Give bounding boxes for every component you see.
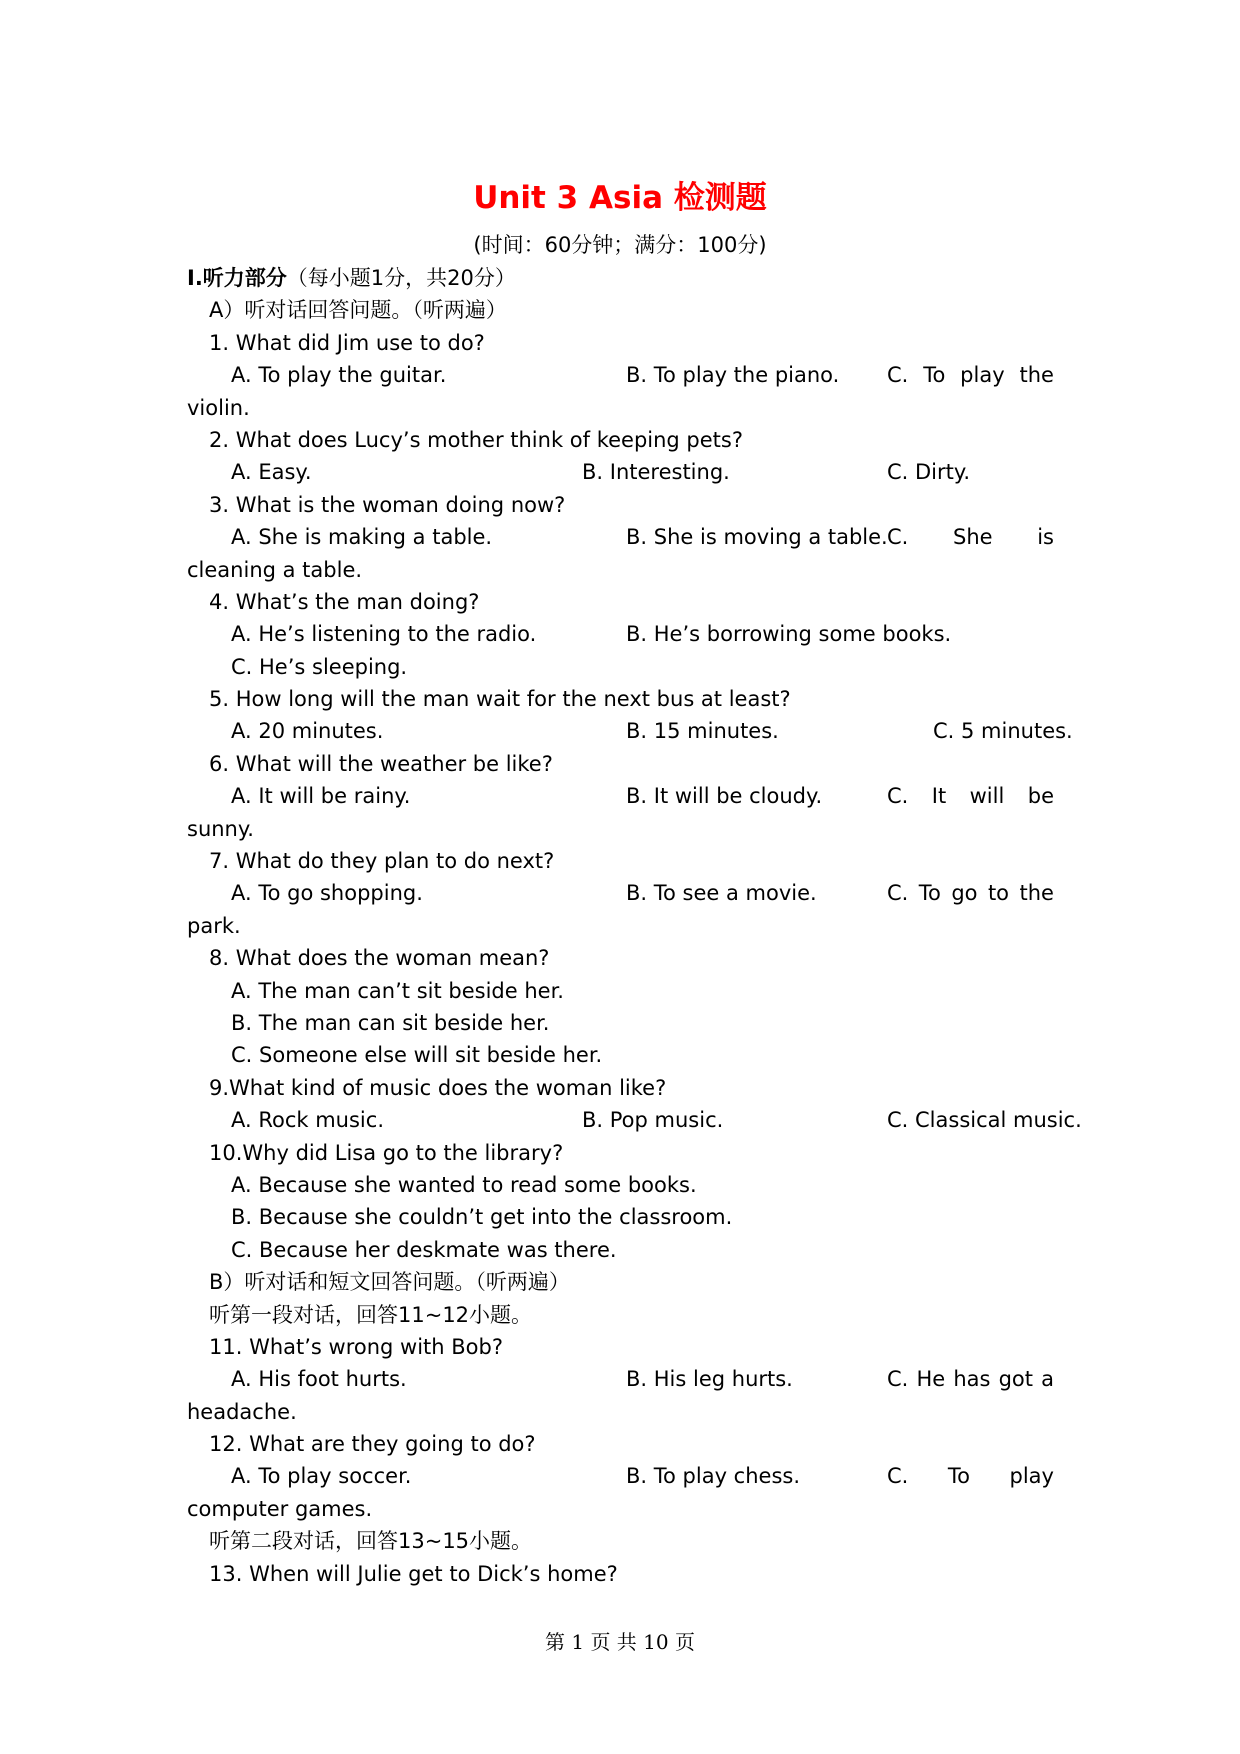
option-b: B. Interesting. (582, 460, 730, 485)
word: be (1027, 784, 1054, 809)
question-5: 5. How long will the man wait for the next bus at least? (209, 687, 791, 712)
option-a: A. Easy. (231, 460, 312, 485)
option-b: B. The man can sit beside her. (231, 1010, 550, 1035)
word: To (923, 363, 946, 388)
section-label: Ⅰ.听力部分 (187, 266, 287, 290)
question-8: 8. What does the woman mean? (209, 946, 550, 971)
section-heading (187, 262, 1054, 294)
part-b-instruction: B）听对话和短文回答问题。（听两遍） (209, 1270, 570, 1295)
option-c (887, 521, 1054, 553)
page-title: Unit 3 Asia 检测题 (473, 180, 767, 216)
question-2-options (187, 456, 1054, 488)
option-a: A. His foot hurts. (231, 1367, 407, 1392)
question-11-options (187, 1363, 1054, 1395)
option-c: C. Dirty. (887, 460, 970, 485)
word: He (916, 1367, 946, 1392)
question-10: 10.Why did Lisa go to the library? (209, 1140, 564, 1165)
option-b: B. Because she couldn’t get into the classroom. (231, 1205, 733, 1230)
question-7: 7. What do they plan to do next? (209, 849, 555, 874)
word: C. (887, 525, 909, 550)
option-a: A. To play the guitar. (231, 363, 447, 388)
word: got (998, 1367, 1033, 1392)
option-c: C. Classical music. (887, 1108, 1082, 1133)
word: has (953, 1367, 991, 1392)
option-c (887, 780, 1054, 812)
option-a: A. He’s listening to the radio. (231, 622, 537, 647)
section-note: （每小题1分，共20分） (286, 266, 516, 290)
question-13: 13. When will Julie get to Dick’s home? (209, 1561, 618, 1586)
option-b: B. To see a movie. (626, 881, 817, 906)
exam-time-score: (时间：60分钟；满分：100分) (473, 233, 767, 257)
option-b: B. It will be cloudy. (626, 784, 823, 809)
option-c: C. He’s sleeping. (231, 654, 408, 679)
option-c-continued: park. (187, 913, 241, 938)
option-c (887, 877, 1054, 909)
question-3: 3. What is the woman doing now? (209, 492, 566, 517)
dialog-2-instruction: 听第二段对话，回答13~15小题。 (209, 1529, 533, 1554)
word: will (969, 784, 1005, 809)
question-4-options (187, 618, 1054, 650)
option-a: A. It will be rainy. (231, 784, 411, 809)
option-a: A. To play soccer. (231, 1464, 412, 1489)
word: to (987, 881, 1010, 906)
word: a (1041, 1367, 1054, 1392)
option-b: B. Pop music. (582, 1108, 724, 1133)
option-c (887, 1363, 1054, 1395)
question-6-options (187, 780, 1054, 812)
question-12-options (187, 1460, 1054, 1492)
question-2: 2. What does Lucy’s mother think of keeping pets? (209, 427, 744, 452)
page-footer: 第 1 页 共 10 页 (545, 1630, 695, 1654)
question-6: 6. What will the weather be like? (209, 751, 553, 776)
dialog-1-instruction: 听第一段对话，回答11~12小题。 (209, 1302, 533, 1327)
word: She (953, 525, 993, 550)
option-a: A. She is making a table. (231, 525, 493, 550)
option-b: B. To play chess. (626, 1464, 801, 1489)
word: C. (887, 784, 909, 809)
option-b: B. He’s borrowing some books. (626, 622, 952, 647)
word: C. (887, 881, 909, 906)
word: C. (887, 363, 909, 388)
option-c-continued: violin. (187, 395, 250, 420)
word: is (1037, 525, 1054, 550)
question-4: 4. What’s the man doing? (209, 589, 480, 614)
option-a: A. To go shopping. (231, 881, 423, 906)
option-a: A. The man can’t sit beside her. (231, 978, 564, 1003)
option-b: B. She is moving a table. (626, 525, 888, 550)
word: the (1019, 881, 1054, 906)
word: C. (887, 1367, 909, 1392)
word: To (947, 1464, 970, 1489)
option-b: B. His leg hurts. (626, 1367, 793, 1392)
question-1-options (187, 359, 1054, 391)
option-c: C. Because her deskmate was there. (231, 1237, 617, 1262)
question-12: 12. What are they going to do? (209, 1432, 536, 1457)
option-a: A. 20 minutes. (231, 719, 384, 744)
part-a-instruction: A）听对话回答问题。（听两遍） (209, 298, 507, 323)
option-a: A. Rock music. (231, 1108, 384, 1133)
word: To (918, 881, 941, 906)
option-c: C. 5 minutes. (933, 719, 1073, 744)
question-9-options (187, 1104, 1082, 1136)
question-9: 9.What kind of music does the woman like? (209, 1075, 667, 1100)
option-c (887, 1460, 1054, 1492)
word: play (1009, 1464, 1054, 1489)
question-11: 11. What’s wrong with Bob? (209, 1334, 504, 1359)
option-c: C. Someone else will sit beside her. (231, 1043, 603, 1068)
option-a: A. Because she wanted to read some books. (231, 1172, 697, 1197)
option-b: B. To play the piano. (626, 363, 840, 388)
option-c (887, 359, 1054, 391)
question-1: 1. What did Jim use to do? (209, 330, 485, 355)
listening-section (187, 262, 1082, 1590)
word: It (931, 784, 947, 809)
word: the (1019, 363, 1054, 388)
question-7-options (187, 877, 1054, 909)
option-c-continued: cleaning a table. (187, 557, 363, 582)
word: play (960, 363, 1005, 388)
word: C. (887, 1464, 909, 1489)
question-3-options (187, 521, 1054, 553)
question-5-options (187, 715, 1073, 747)
option-c-continued: headache. (187, 1399, 297, 1424)
option-c-continued: sunny. (187, 816, 254, 841)
option-c-continued: computer games. (187, 1496, 373, 1521)
option-b: B. 15 minutes. (626, 719, 779, 744)
word: go (951, 881, 978, 906)
